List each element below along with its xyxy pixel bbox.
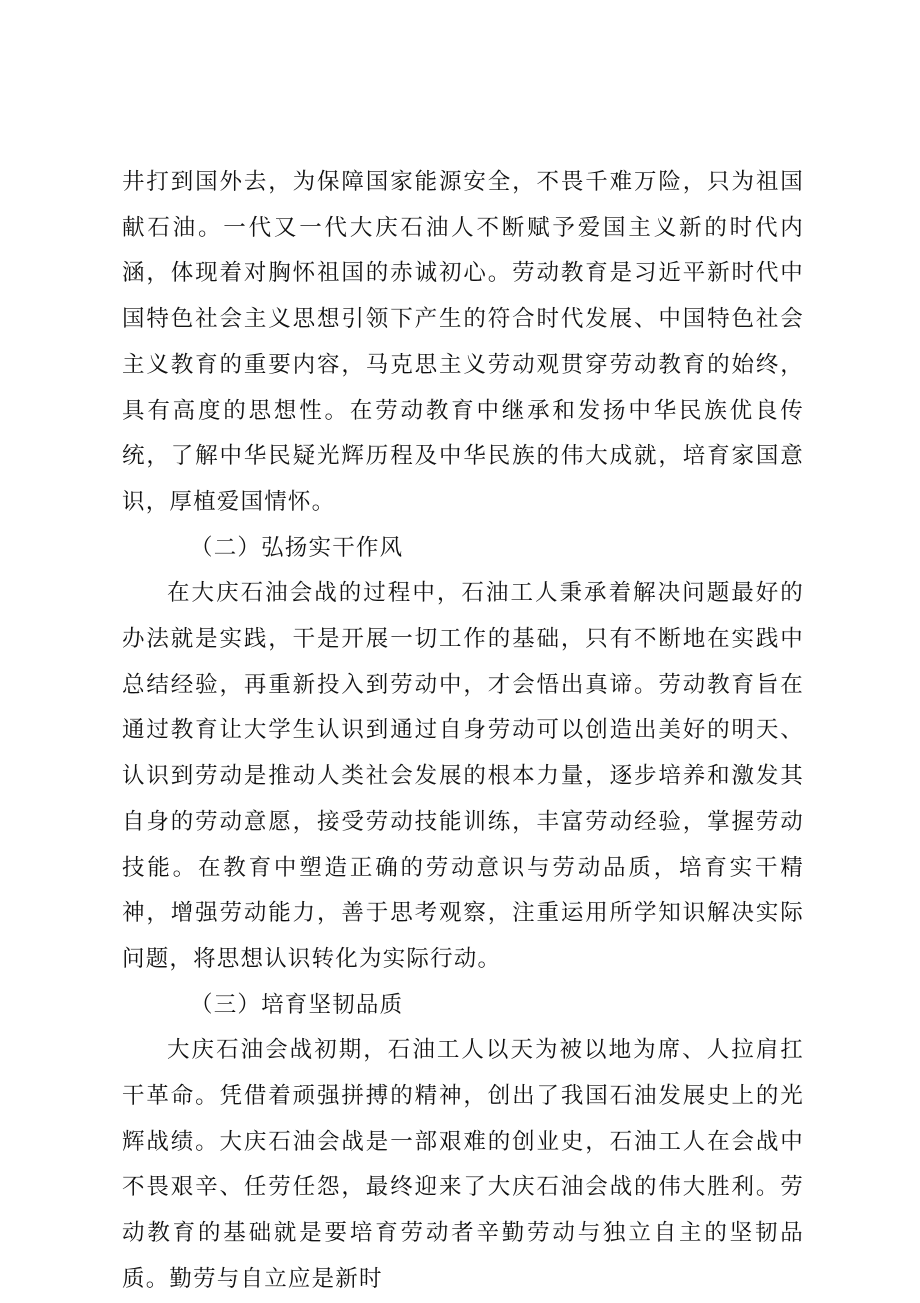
paragraph-patriotism-continued: 井打到国外去，为保障国家能源安全，不畏千难万险，只为祖国献石油。一代又一代大庆石油人不断赋予爱国主义新的时代内涵，体现着对胸怀祖国的赤诚初心。劳动教育是习近平新时代中国特色社会主义思想引领下产生的符合时代发展、中国特色社会主义教育的重要内容，马克思主义劳动观贯穿劳动教育的始终，具有高度的思想性。在劳动教育中继承和发扬中华民族优良传统，了解中华民疑光辉历程及中华民族的伟大成就，培育家国意识，厚植爱国情怀。 [122,169,804,515]
section-heading-practical-style: （二）弘扬实干作风 [190,534,404,561]
paragraph-tenacity: 大庆石油会战初期，石油工人以天为被以地为席、人拉肩扛干革命。凭借着顽强拼搏的精神，创出了我国石油发展史上的光辉战绩。大庆石油会战是一部艰难的创业史，石油工人在会战中不畏艰辛、任劳任怨，最终迎来了大庆石油会战的伟大胜利。劳动教育的基础就是要培育劳动者辛勤劳动与独立自主的坚韧品质。勤劳与自立应是新时 [122,1037,804,1292]
paragraph-practical-style: 在大庆石油会战的过程中，石油工人秉承着解决问题最好的办法就是实践，干是开展一切工作的基础，只有不断地在实践中总结经验，再重新投入到劳动中，才会悟出真谛。劳动教育旨在通过教育让大学生认识到通过自身劳动可以创造出美好的明天、认识到劳动是推动人类社会发展的根本力量，逐步培养和激发其自身的劳动意愿，接受劳动技能训练，丰富劳动经验，掌握劳动技能。在教育中塑造正确的劳动意识与劳动品质，培育实干精神，增强劳动能力，善于思考观察，注重运用所学知识解决实际问题，将思想认识转化为实际行动。 [122,580,804,972]
document-body [122,160,804,1303]
section-heading-tenacity: （三）培育坚韧品质 [190,991,404,1018]
